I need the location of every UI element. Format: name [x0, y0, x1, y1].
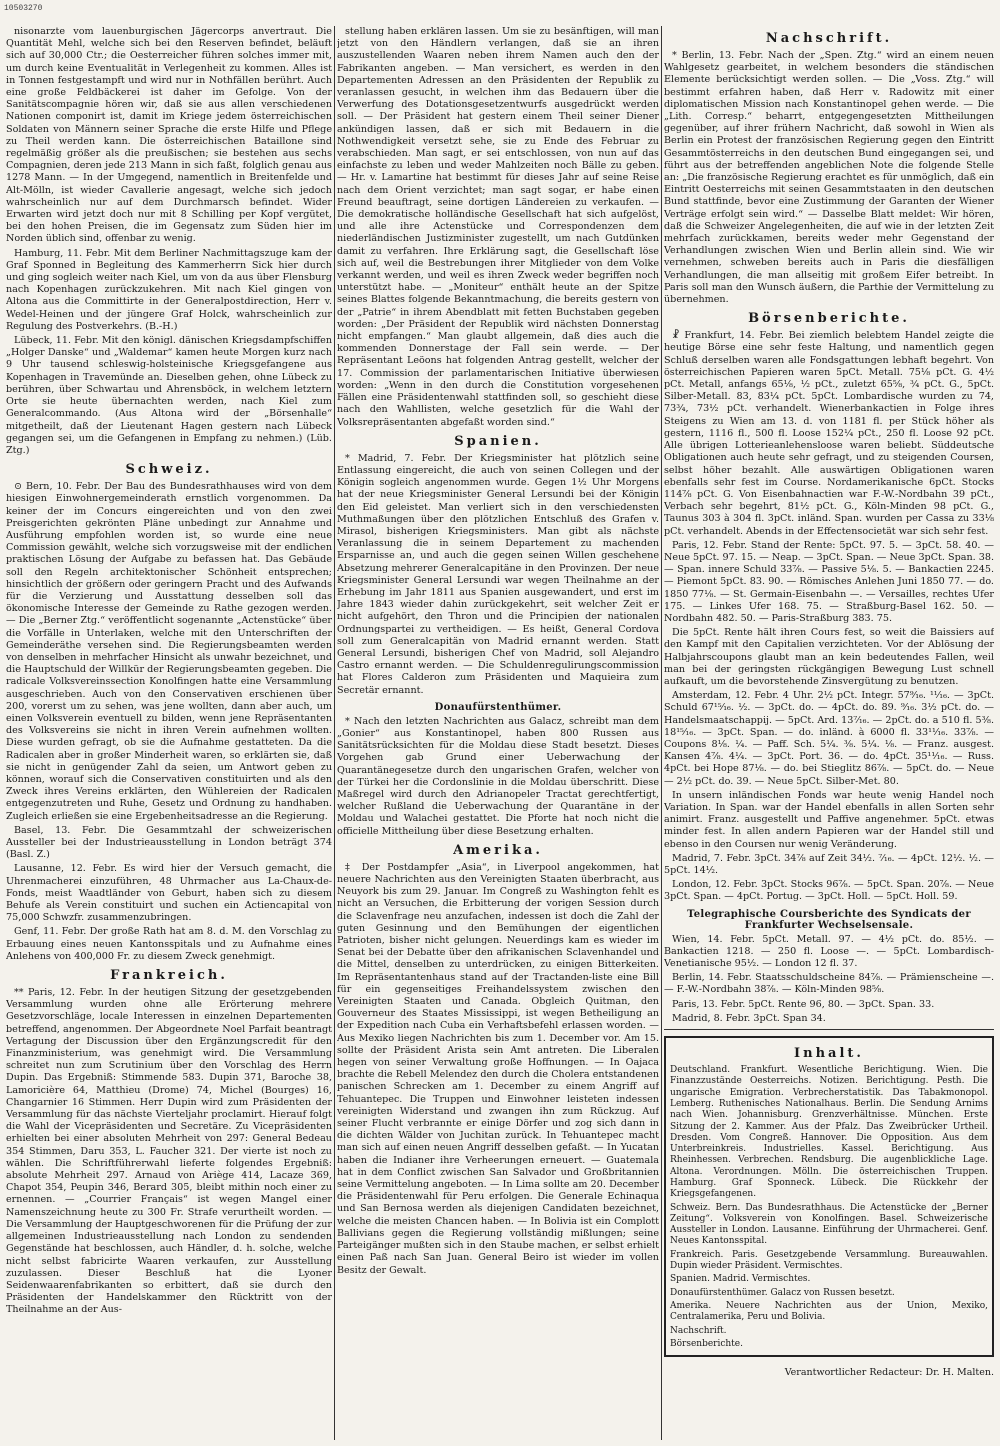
- section-heading: Telegraphische Coursberichte des Syndicats der Frankfurter Wechselsensale.: [687, 908, 971, 931]
- article-paragraph: Paris, 12. Febr. Stand der Rente: 5pCt. 97. 5. — 3pCt. 58. 40. — Neue 5pCt. 97. 15. — Neap. — 3pCt. Span. — Neue 3pCt. Span. 38. — Span. innere Schuld 33⅞. — Passive 5⅛. 5. — Bankactien 2245. — Piemont 5pCt. 83. 90. — Römisches Anlehen Juni 1850 77. — do. 1850 77⅛. — St. Germain-Eisenbahn —. — Versailles, rechtes Ufer 175. — Linkes Ufer 168. 75. — Straßburg-Basel 162. 50. — Nordbahn 482. 50. — Paris-Straßburg 383. 75.: [664, 539, 994, 624]
- inhalt-entry: Deutschland. Frankfurt. Wesentliche Berichtigung. Wien. Die Finanzzustände Oesterreichs. Notizen. Berichtigung. Pesth. Die ungarische Emigration. Verbrecherstatistik. Das Tabakmonopol. Lemberg. Ruthenisches Nationalhaus. Berlin. Die Sendung Arnims nach Wien. Johannisburg. Grenzverhältnisse. München. Erste Sitzung der 2. Kammer. Aus der Pfalz. Das Zweibrücker Urtheil. Dresden. Vom Congreß. Hannover. Die Opposition. Aus dem Unterbreinkreis. Industrielles. Kassel. Berichtigung. Aus Rheinhessen. Verbrechen. Rendsburg. Die augenblickliche Lage. Altona. Verordnungen. Mölln. Die österreichischen Truppen. Hamburg. Graf Sponneck. Lübeck. Die Rückkehr der Kriegsgefangenen.: [670, 1065, 988, 1200]
- article-paragraph: ** Paris, 12. Febr. In der heutigen Sitzung der gesetzgebenden Versammlung wurden ohne alle Erörterung mehrere Gesetzvorschläge, locale Interessen in einzelnen Departementen betreffend, angenommen. Der Abgeordnete Noel Parfait beantragt Vertagung der Discussion über den Ergänzungscredit für den Finanzministerium, was genehmigt wird. Die Versammlung schreitet nun zum Scrutinium über den Vorschlag des Herrn Dupin. Das Ergebniß: Stimmende 583. Dupin 371, Baroche 38, Lamoricière 64, Matthieu (Drome) 74, Michel (Bourges) 16, Changarnier 16 Stimmen. Herr Dupin wird zum Präsidenten der Versammlung für das nächste Vierteljahr proclamirt. Hierauf folgt die Wahl der Vicepräsidenten und Secretäre. Zu Vicepräsidenten erhielten bei einer absoluten Mehrheit von 297: General Bedeau 354 Stimmen, Daru 353, L. Faucher 321. Der vierte ist noch zu wählen. Die Schriftführerwahl lieferte folgendes Ergebniß: absolute Mehrheit 297. Arnaud von Ariège 414, Lacaze 369, Chapot 354, Peupin 346, Berard 305, bleibt mithin noch einer zu ernennen. — „Courrier Français“ ist wegen Mangel einer Namenszeichnung heute zu 300 Fr. Strafe verurtheilt worden. — Die Versammlung der Hauptgeschworenen für die Prüfung der zur allgemeinen Industrieausstellung nach London zu sendenden Gegenstände hat beschlossen, auch Händler, d. h. solche, welche nicht selbst fabricirte Waaren verkaufen, zur Ausstellung zuzulassen. Dieser Beschluß hat die Lyoner Seidenwaarenfabrikanten so erbittert, daß sie durch den Präsidenten der Handelskammer den Rücktritt von der Theilnahme an der Aus-: [6, 987, 332, 1316]
- article-paragraph: Lübeck, 11. Febr. Mit den königl. dänischen Kriegsdampfschiffen „Holger Danske“ und „Waldemar“ kamen heute Morgen kurz nach 9 Uhr tausend schleswig-holsteinische Kriegsgefangene aus Kopenhagen in Travemünde an. Dieselben gehen, ohne Lübeck zu berühren, über Schwartau und Ahrensböck, in welchem letztern Orte sie heute übernachten werden, nach Kiel zum Generalcommando. (Aus Altona wird der „Börsenhalle“ mitgetheilt, daß der Lieutenant Hagen gestern nach Lübeck gegangen sei, um die Gefangenen in Empfang zu nehmen.) (Lüb. Ztg.): [6, 335, 332, 456]
- inhalt-entry: Spanien. Madrid. Vermischtes.: [670, 1274, 811, 1285]
- article-paragraph: In unsern inländischen Fonds war heute wenig Handel noch Variation. In Span. war der Handel ebenfalls in allen Sorten sehr animirt. Franz. ausgestellt und Paffive angenehmer. 5pCt. etwas minder fest. In allen andern Papieren war der Handel still und ebenso in den Coursen nur wenig Veränderung.: [664, 789, 994, 850]
- article-paragraph: stellung haben erklären lassen. Um sie zu besänftigen, will man jetzt von den Händlern verlangen, daß sie an ihren auszustellenden Waaren neben ihrem Namen auch den der Fabrikanten angeben. — Man versichert, es werden in den Departementen Adressen an den Präsidenten der Republik zu veranlassen gesucht, in welchen ihm das Bedauern über die Verwerfung des Dotationsgesetzentwurfs ausgedrückt werden soll. — Der Präsident hat gestern einem Theil seiner Diener ankündigen lassen, daß er sich mit Bedauern in die Nothwendigkeit versetzt sehe, sie zu Ende des Februar zu verabschieden. Man sagt, er sei entschlossen, von nun auf das einfachste zu leben und weder Mahlzeiten noch Bälle zu geben. — Hr. v. Lamartine hat bestimmt für dieses Jahr auf seine Reise nach dem Orient verzichtet; man sagt sogar, er habe einen Freund beauftragt, seine dortigen Ländereien zu verkaufen. — Die demokratische holländische Gesellschaft hat sich aufgelöst, und alle ihre Actenstücke und Correspondenzen dem niederländischen Justizminister zugestellt, um nach Gutdünken damit zu verfahren. Ihre Erklärung sagt, die Gesellschaft löse sich auf, weil die Bestrebungen ihrer Mitglieder von dem Volke verkannt werden, und weil es ihren Zweck weder begriffen noch unterstützt habe. — „Moniteur“ enthält heute an der Spitze seines Blattes folgende Bekanntmachung, die bereits gestern von der „Patrie“ in ihrem Abendblatt mit fetten Buchstaben gegeben worden: „Der Präsident der Republik wird nächsten Donnerstag nicht empfangen.“ Man glaubt allgemein, daß dies auch die kommenden Donnerstage der Fall sein werde. — Der Repräsentant Leöons hat folgenden Antrag gestellt, welcher der 17. Commission der parlamentarischen Initiative überwiesen worden: „Wenn in den durch die Constitution vorgesehenen Fällen eine Präsidentenwahl stattfinden soll, so geschieht diese nach den Wahllisten, welche gesetzlich für die Wahl der Volksrepräsentanten abgefaßt worden sind.“: [337, 26, 659, 428]
- article-paragraph: Madrid, 8. Febr. 3pCt. Span 34.: [672, 1012, 826, 1024]
- divider: [664, 1029, 994, 1030]
- inhalt-entry: Schweiz. Bern. Das Bundesrathhaus. Die Actenstücke der „Berner Zeitung“. Volksverein von Konolfingen. Basel. Schweizerische Aussteller in London. Lausanne. Einführung der Uhrmacherei. Genf. Neues Kantonsspital.: [670, 1202, 988, 1247]
- inhalt-entry: Amerika. Neuere Nachrichten aus der Union, Mexiko, Centralamerika, Peru und Bolivia.: [670, 1300, 988, 1323]
- article-paragraph: Basel, 13. Febr. Die Gesammtzahl der schweizerischen Aussteller bei der Industrieausstellung in London beträgt 374 (Basl. Z.): [6, 824, 332, 861]
- article-paragraph: * Berlin, 13. Febr. Nach der „Spen. Ztg.“ wird an einem neuen Wahlgesetz gearbeitet, in welchem besonders die ständischen Elemente berücksichtigt werden sollen. — Die „Voss. Ztg.“ will bestimmt erfahren haben, daß Herr v. Radowitz mit einer diplomatischen Mission nach Konstantinopel gehen werde. — Die „Lith. Corresp.“ beharrt, entgegengesetzten Mittheilungen gegenüber, auf ihrer frühern Nachricht, daß sowohl in Wien als Berlin ein Protest der französischen Regierung gegen den Eintritt Gesammtösterreichs in den deutschen Bund eingegangen sei, und führt aus der betreffenden angeblichen Note die folgende Stelle an: „Die französische Regierung erachtet es für unmöglich, daß ein Eintritt Oesterreichs mit seinen Gesammtstaaten in den deutschen Bund stattfinde, bevor eine Zustimmung der Garanten der Wiener Verträge erfolgt sein wird.“ — Dasselbe Blatt meldet: Wir hören, daß die Schweizer Angelegenheiten, die auf wie in der letzten Zeit mehrfach zurückkamen, bereits weder mehr Gegenstand der Verhandlungen zwischen Wien und Berlin allein sind. Wie wir vernehmen, schweben bereits auch in Paris die diesfälligen Verhandlungen, die man allseitig mit großem Eifer betreibt. In Paris soll man den Wunsch äußern, die Parthie der Vermittelung zu übernehmen.: [664, 50, 994, 306]
- article-paragraph: London, 12. Febr. 3pCt. Stocks 96⅞. — 5pCt. Span. 20⅞. — Neue 3pCt. Span. — 4pCt. Portug. — 3pCt. Holl. — 5pCt. Holl. 59.: [664, 879, 994, 903]
- article-paragraph: Lausanne, 12. Febr. Es wird hier der Versuch gemacht, die Uhrenmacherei einzuführen, 48 Uhrmacher aus La-Chaux-de-Fonds, meist Waadtländer von Geburt, haben sich zu diesem Behufe als Verein constituirt und suchen ein Actiencapital von 75,000 Schwzfr. zusammenzubringen.: [6, 863, 332, 924]
- section-heading: Schweiz.: [125, 462, 213, 478]
- article-paragraph: nisonarzte vom lauenburgischen Jägercorps anvertraut. Die Quantität Mehl, welche sich bei den Reserven befindet, beläuft sich auf 30,000 Ctr.; die Oesterreicher führen solches immer mit, um durch keine Eventualität in Verlegenheit zu kommen. Alles ist in Tonnen festgestampft und wird nur in Nothfällen berührt. Auch eine große Feldbäckerei ist daher im Gefolge. Von der Sanitätscompagnie hören wir, daß sie aus allen verschiedenen Nationen componirt ist, damit im Kriege jedem österreichischen Soldaten von Männern seiner Sprache die erste Hilfe und Pflege zu Theil werden kann. Die österreichischen Bataillone sind regelmäßig größer als die preußischen; sie bestehen aus sechs Compagnien, deren jede 213 Mann in sich faßt, folglich genau aus 1278 Mann. — In der Umgegend, namentlich in Breitenfelde und Alt-Mölln, ist wieder Cavallerie angesagt, welche sich jedoch wahrscheinlich nur auf dem Durchmarsch befindet. Wider Erwarten wird jetzt doch nur mit 8 Schilling per Kopf vergütet, bei den hohen Preisen, die im Gegensatz zum Süden hier im Norden üblich sind, offenbar zu wenig.: [6, 26, 332, 245]
- article-paragraph: Hamburg, 11. Febr. Mit dem Berliner Nachmittagszuge kam der Graf Sponned in Begleitung des Kammerherrn Sick hier durch und ging sogleich weiter nach Kiel, um von da aus über Flensburg nach Kopenhagen zurückzukehren. Mit nach Kiel gingen von Altona aus die Committirte in der Generalpostdirection, Herr v. Wedel-Heinen und der jüngere Graf Holck, wahrscheinlich zur Regulung des Postverkehrs. (B.-H.): [6, 247, 332, 332]
- article-paragraph: Amsterdam, 12. Febr. 4 Uhr. 2½ pCt. Integr. 57⁹⁄₁₆. ¹¹⁄₁₆. — 3pCt. Schuld 67¹⁵⁄₁₆. ½. — 3pCt. do. — 4pCt. do. 89. ⁹⁄₁₆. 3½ pCt. do. — Handelsmaatschappij. — 5pCt. Ard. 13⁷⁄₁₆. — 2pCt. do. a 510 fl. 5⅜. 18¹⁵⁄₁₆. — 3pCt. Span. — do. inländ. à 6000 fl. 33¹¹⁄₁₆. 33⅞. — Coupons 8⅛. ¼. — Paff. Sch. 5¼. ⅜. 5¼. ⅛. — Franz. ausgest. Kansen 4⅞. 4¼. — 3pCt. Port. 36. — do. 4pCt. 35¹¹⁄₁₆. — Russ. 4pCt. bei Hope 87⅛. — do. bei Stieglitz 86⅞. — 5pCt. do. — Neue — 2½ pCt. do. 39. — Neue 5pCt. Silber-Met. 80.: [664, 690, 994, 787]
- article-paragraph: * Nach den letzten Nachrichten aus Galacz, schreibt man dem „Gonier“ aus Konstantinopel, haben 800 Russen aus Sanitätsrücksichten für die Moldau diese Stadt besetzt. Dieses Vorgehen gab Grund einer Ueberwachung der Quarantänegesetze durch den ungarischen Grafen, welcher von der Türkei her die Cordonslinie in die Moldau überschritt. Diese Maßregel wird durch den Adrianopeler Tractat gerechtfertigt, welcher Rußland die Ueberwachung der Quarantäne in der Moldau und Walachei gestattet. Die Pforte hat noch nicht die officielle Mittheilung über diese Besetzung erhalten.: [337, 715, 659, 837]
- inhalt-entry: Nachschrift.: [670, 1325, 727, 1336]
- section-heading: Amerika.: [453, 842, 543, 858]
- article-paragraph: Paris, 13. Febr. 5pCt. Rente 96, 80. — 3pCt. Span. 33.: [672, 998, 935, 1010]
- editor-signature: Verantwortlicher Redacteur: Dr. H. Malten.: [784, 1367, 994, 1379]
- section-heading: Börsenberichte.: [748, 311, 910, 327]
- section-heading: Spanien.: [454, 433, 542, 449]
- inhalt-heading: Inhalt.: [794, 1046, 864, 1062]
- column-right: [664, 26, 994, 1440]
- article-paragraph: Die 5pCt. Rente hält ihren Cours fest, so weit die Baissiers auf den Kampf mit den Capitalien verzichteten. Vor der Ablösung der Halbjahrscoupons glaubt man an kein bedeutendes Fallen, weil man bei der geringsten rückgängigen Bewegung Lust schnell aufkauft, um die bevorstehende Zinsvergütung zu benutzen.: [664, 627, 994, 687]
- page-id-label: 10503270: [4, 4, 43, 13]
- section-heading: Nachschrift.: [765, 31, 893, 46]
- article-paragraph: * Madrid, 7. Febr. Der Kriegsminister hat plötzlich seine Entlassung eingereicht, die auch von seinen Collegen und der Königin sogleich angenommen wurde. Gegen 1½ Uhr Morgens hat der neue Kriegsminister General Lersundi bei der Königin den Eid geleistet. Man verliert sich in den verschiedensten Muthmaßungen über den plötzlichen Entschluß des Grafen v. Mirasol, bisherigen Kriegsministers. Man gibt als nächste Veranlassung die in seinem Departement zu machenden Ersparnisse an, und auch die gegen seinen Willen geschehene Absetzung mehrerer Generalcapitäne in den Provinzen. Der neue Kriegsminister General Lersundi war wegen Theilnahme an der Erhebung im Jahr 1811 aus Spanien ausgewandert, und erst im Jahre 1843 wieder dahin zurückgekehrt, seit welcher Zeit er nicht aufgehört, den Thron und die Principien der nationalen Ordnungspartei zu vertheidigen. — Es heißt, General Cordova soll zum Generalcapitän von Madrid ernannt werden. Statt General Lersundi, bisherigen Chef von Madrid, soll Alejandro Castro ernannt werden. — Die Schuldenregulirungscommission hat Flores Calderon zum Präsidenten und Maquieira zum Secretär ernannt.: [337, 452, 659, 696]
- article-paragraph: ‡ Der Postdampfer „Asia“, in Liverpool angekommen, hat neuere Nachrichten aus den Vereinigten Staaten überbracht, aus Neuyork bis zum 29. Januar. Im Congreß zu Washington fehlt es nicht an Versuchen, die Erbitterung der vorigen Session durch die Sclavenfrage neu anzufachen, indessen ist doch die Zahl der guten Gesinnung und den Bemühungen der eigentlichen Patrioten, bisher nicht gelungen. Neuerdings kam es wieder im Senat bei der Debatte über den afrikanischen Sclavenhandel und die Mittel, denselben zu unterdrücken, zu einigen Bitterkeiten. Im Repräsentantenhaus stand auf der Tractanden-liste eine Bill für ein gegenseitiges Freihandelssystem zwischen den Vereinigten Staaten und Canada. Obgleich Quitman, den Gouverneur des Staates Mississippi, ist wegen Betheiligung an der Expedition nach Cuba ein Verhaftsbefehl erlassen worden. — Aus Mexiko liegen Nachrichten bis zum 1. December vor. Am 15. sollte der Präsident Arista sein Amt antreten. Die Liberalen hegen von seiner Verwaltung große Hoffnungen. — In Oajaca brachte die Rebell Melendez den durch die Cholera entstandenen panischen Schrecken am 1. December zu einem Angriff auf Tehuantepec. Die Truppen und Einwohner leisteten indessen vereinigten Widerstand und zwangen ihn zum Rückzug. Auf seiner Flucht verbrannte er einige Dörfer und zog sich dann in die dichten Wälder von Juchitan zurück. In Tehuantepec macht man sich auf einen neuen Angriff desselben gefaßt. — In Yucatan haben die Indianer ihre Verheerungen erneuert. — Guatemala hat in dem Conflict zwischen San Salvador und Großbritannien seine Vermittelung angeboten. — In Lima sollte am 20. December die Präsidentenwahl für Peru erfolgen. Die Generale Echinaqua und San Bernosa werden als diejenigen Candidaten bezeichnet, welche die meisten Chancen haben. — In Bolivia ist ein Complott Ballivians gegen die Regierung vollständig mißlungen; seine Parteigänger mußten sich in den Staube machen, er selbst erhielt einen Paß nach San Juan. General Beiro ist wieder im vollen Besitz der Gewalt.: [337, 861, 659, 1276]
- article-paragraph: ☧ Frankfurt, 14. Febr. Bei ziemlich belebtem Handel zeigte die heutige Börse eine sehr feste Haltung, und namentlich gegen Schluß derselben waren alle Fondsgattungen lebhaft begehrt. Von österreichischen Papieren waren 5pCt. Metall. 75⅛ pCt. G. 4½ pCt. Metall, anfangs 65⅛, ½ pCt., zuletzt 65⅝, ¾ pCt. G., 5pCt. Silber-Metall. 83, 83¼ pCt. 5pCt. Lombardische wurden zu 74, 73¾, 73½ pCt. verhandelt. Wienerbankactien in Folge ihres Steigens zu Wien am 13. d. von 1181 fl. per Stück höher als gestern, 1116 fl., 500 fl. Loose 152¼ pCt., 250 fl. Loose 92 pCt. Alle übrigen Lotterieanlehensloose waren beliebt. Süddeutsche Obligationen auch heute sehr gefragt, und zu steigenden Coursen, selbst höher bezahlt. Alle auswärtigen Obligationen waren ebenfalls sehr fest im Course. Nordamerikanische 6pCt. Stocks 114⅞ pCt. G. Von Eisenbahnactien war F.-W.-Nordbahn 39 pCt., Verbach sehr begehrt, 81½ pCt. G., Köln-Minden 98 pCt. G., Taunus 303 à 304 fl. 3pCt. inländ. Span. wurden per Cassa zu 33⅛ pCt. verhandelt. Abends in der Effectensocietät war sich sehr fest.: [664, 330, 994, 537]
- article-paragraph: Berlin, 14. Febr. Staatsschuldscheine 84⅞. — Prämienscheine —. — F.-W.-Nordbahn 38⅞. — Köln-Minden 98⅝.: [664, 972, 994, 996]
- section-heading: Frankreich.: [110, 968, 228, 984]
- newspaper-page: [6, 26, 994, 1440]
- section-heading: Donaufürstenthümer.: [434, 701, 562, 713]
- article-paragraph: Wien, 14. Febr. 5pCt. Metall. 97. — 4½ pCt. do. 85½. — Bankactien 1218. — 250 fl. Loose —. — 5pCt. Lombardisch-Venetianische 95½. — London 12 fl. 37.: [664, 933, 994, 970]
- article-paragraph: Genf, 11. Febr. Der große Rath hat am 8. d. M. den Vorschlag zu Erbauung eines neuen Kantonsspitals und zu Aufnahme eines Anlehens von 400,000 Fr. zu diesem Zweck genehmigt.: [6, 926, 332, 962]
- inhalt-entry: Donaufürstenthümer. Galacz von Russen besetzt.: [670, 1287, 895, 1298]
- column-left: [6, 26, 332, 1440]
- article-paragraph: Madrid, 7. Febr. 3pCt. 34⅞ auf Zeit 34½. ⁷⁄₁₆. — 4pCt. 12½. ½. — 5pCt. 14½.: [664, 852, 994, 876]
- table-of-contents: [664, 1036, 994, 1357]
- inhalt-entry: Frankreich. Paris. Gesetzgebende Versammlung. Bureauwahlen. Dupin wieder Präsident. Vermischtes.: [670, 1249, 988, 1272]
- column-middle: [337, 26, 659, 1440]
- article-paragraph: ⊙ Bern, 10. Febr. Der Bau des Bundesrathhauses wird von dem hiesigen Einwohnergemeinderath ernstlich vorgenommen. Da keiner der im Concurs eingereichten und von den zwei Preisgerichten gekrönten Pläne unbedingt zur Annahme und Ausführung empfohlen worden ist, so wurde eine neue Commission gewählt, welche sich vorzugsweise mit der endlichen praktischen Lösung der Aufgabe zu befassen hat. Das Gebäude soll den Regeln architektonischer Schönheit entsprechen; hinsichtlich der größern oder geringern Pracht und des Aufwands für die Verzierung und Ausstattung desselben soll das ökonomische Interesse der Gemeinde zu Rathe gezogen werden. — Die „Berner Ztg.“ veröffentlicht sogenannte „Actenstücke“ über die Vorfälle in Unterlaken, welche mit den Unterschriften der Gemeinderäthe versehen sind. Die Regierungsbeamten werden von denselben in mehrfacher Hinsicht als unwahr bezeichnet, und die Hauptschuld der Willkür der Regierungsbeamten gegeben. Die radicale Volksvereinssection Konolfingen hatte eine Versammlung ausgeschrieben. Auch von den Conservativen erschienen über 200, vorerst um zu sehen, was jene wollten, dann aber auch, um einen Volksverein eventuell zu bilden, wenn jene Repräsentanten des Volksvereins sie nicht in ihren Verein aufnehmen wollten. Diese wurden gefragt, ob sie die Aufnahme gestatteten. Da die Radicalen aber in großer Minderheit waren, so erklärten sie, daß sie nicht in genügender Zahl da seien, um Antwort geben zu können, worauf sich die Conservativen constituirten und als den Zweck ihres Vereins erklärten, den Wühlereien der Radicalen entgegenzutreten und Ruhe, Gesetz und Ordnung zu handhaben. Zugleich erließen sie eine Ergebenheitsadresse an die Regierung.: [6, 481, 332, 822]
- inhalt-entry: Börsenberichte.: [670, 1338, 743, 1349]
